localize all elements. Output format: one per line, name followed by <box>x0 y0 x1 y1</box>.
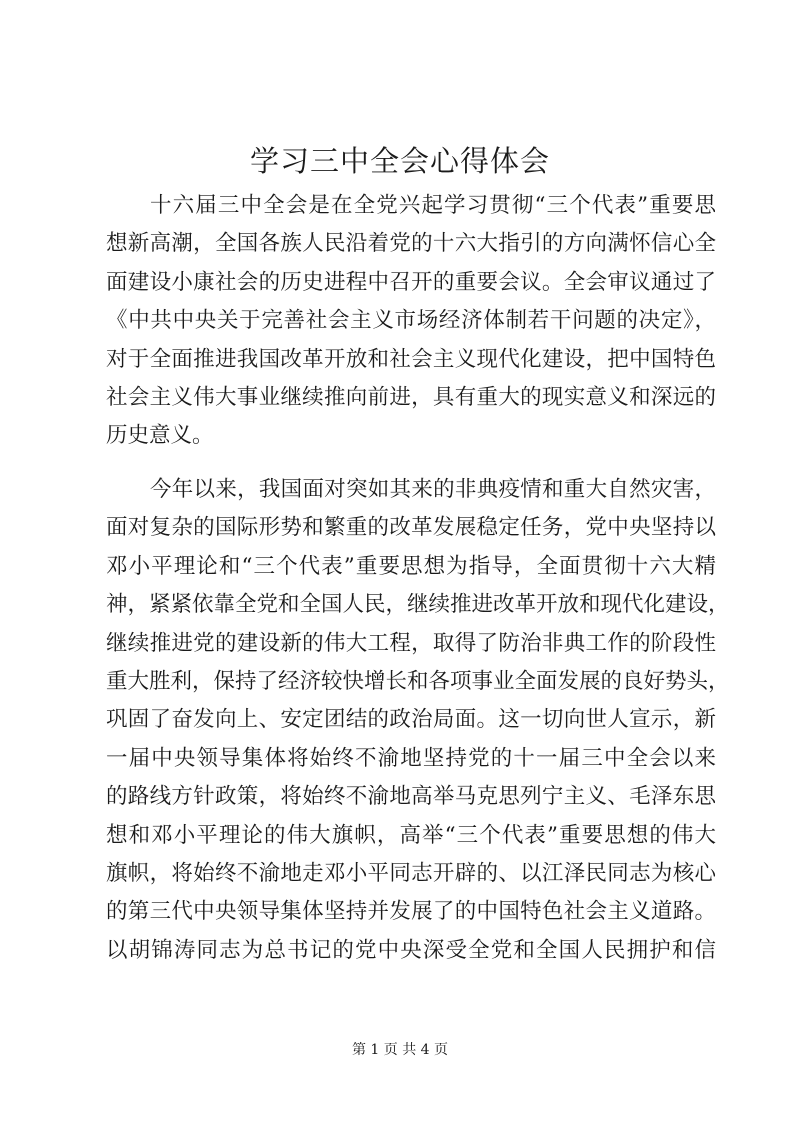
body-paragraph-1 <box>106 187 716 456</box>
paragraph-line: 的路线方针政策，将始终不渝地高举马克思列宁主义、毛泽东思 <box>106 784 716 810</box>
body-paragraph-2 <box>106 471 730 970</box>
paragraph-line: 旗帜，将始终不渝地走邓小平同志开辟的、以江泽民同志为核心 <box>106 861 716 887</box>
paragraph-line: 巩固了奋发向上、安定团结的政治局面。这一切向世人宣示，新 <box>106 707 716 733</box>
paragraph-line: 十六届三中全会是在全党兴起学习贯彻“三个代表”重要思 <box>150 193 716 218</box>
paragraph-line: 重大胜利，保持了经济较快增长和各项事业全面发展的良好势头， <box>106 669 730 695</box>
paragraph-line: 面建设小康社会的历史进程中召开的重要会议。全会审议通过了 <box>106 269 716 295</box>
document-title: 学习三中全会心得体会 <box>249 144 550 178</box>
paragraph-line: 面对复杂的国际形势和繁重的改革发展稳定任务，党中央坚持以 <box>106 515 716 541</box>
paragraph-line: 《中共中央关于完善社会主义市场经济体制若干问题的决定》， <box>106 308 716 334</box>
paragraph-line: 今年以来，我国面对突如其来的非典疫情和重大自然灾害， <box>150 477 716 502</box>
paragraph-line: 想和邓小平理论的伟大旗帜，高举“三个代表”重要思想的伟大 <box>106 822 716 848</box>
paragraph-line: 历史意义。 <box>106 423 214 449</box>
paragraph-line: 邓小平理论和“三个代表”重要思想为指导，全面贯彻十六大精 <box>106 553 716 579</box>
paragraph-line: 一届中央领导集体将始终不渝地坚持党的十一届三中全会以来 <box>106 745 716 771</box>
paragraph-line: 继续推进党的建设新的伟大工程，取得了防治非典工作的阶段性 <box>106 630 716 656</box>
paragraph-line: 对于全面推进我国改革开放和社会主义现代化建设，把中国特色 <box>106 346 716 372</box>
paragraph-line: 的第三代中央领导集体坚持并发展了的中国特色社会主义道路。 <box>106 899 716 925</box>
paragraph-line: 以胡锦涛同志为总书记的党中央深受全党和全国人民拥护和信 <box>106 937 716 963</box>
paragraph-line: 社会主义伟大事业继续推向前进，具有重大的现实意义和深远的 <box>106 385 716 411</box>
paragraph-line: 神，紧紧依靠全党和全国人民，继续推进改革开放和现代化建设， <box>106 592 730 618</box>
paragraph-line: 想新高潮，全国各族人民沿着党的十六大指引的方向满怀信心全 <box>106 231 716 257</box>
page-number-footer: 第 1 页 共 4 页 <box>351 1042 449 1058</box>
